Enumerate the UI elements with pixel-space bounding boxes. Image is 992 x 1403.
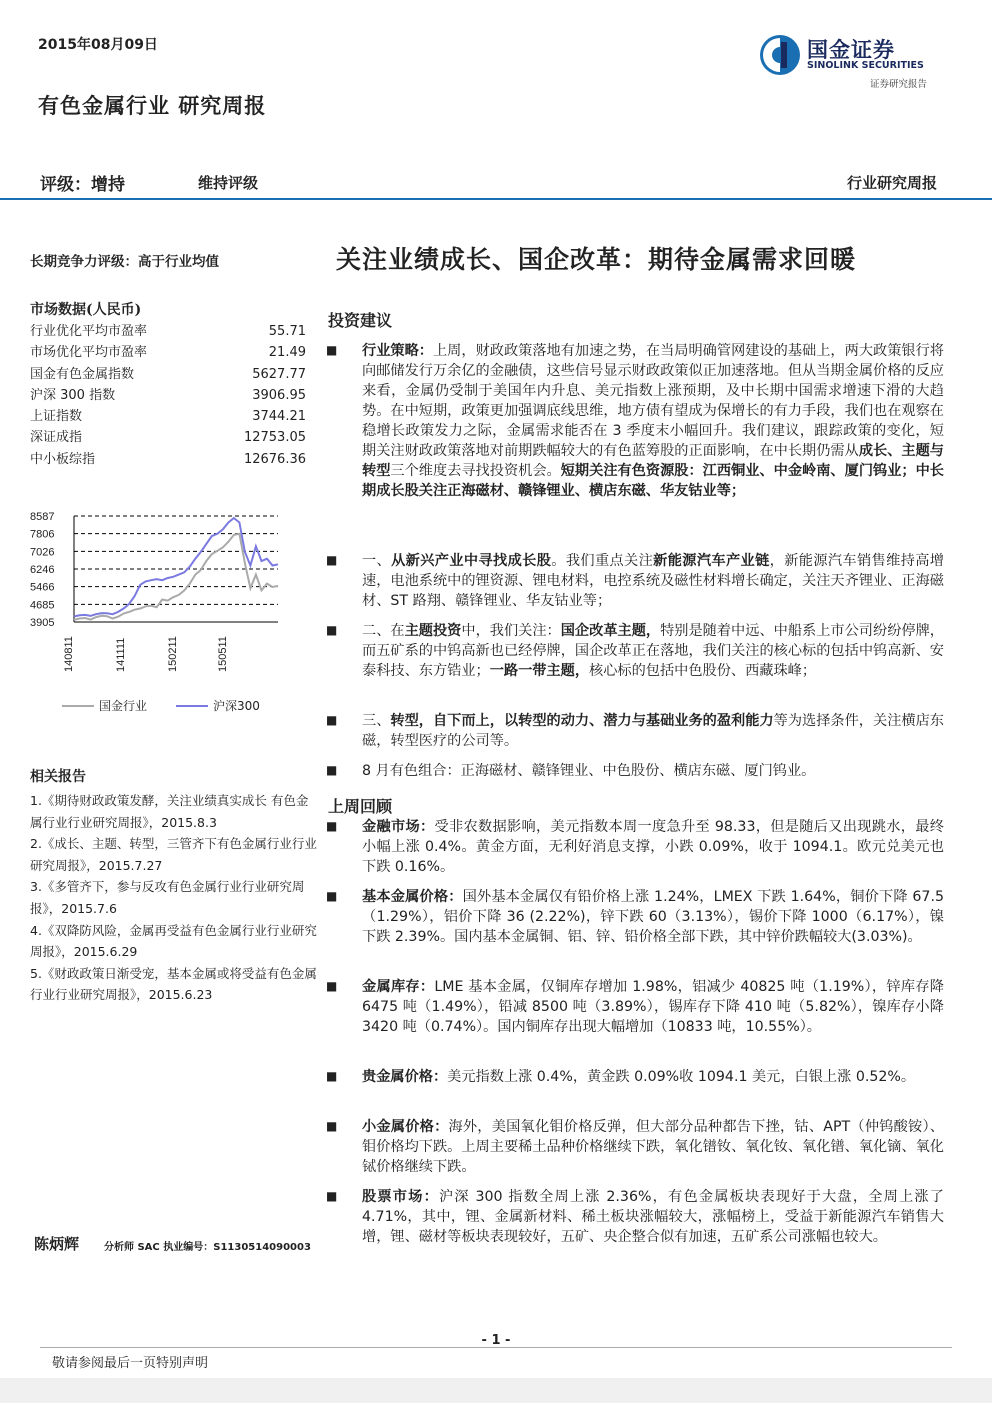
bullet-icon: ■ [326,1119,338,1133]
market-value: 12753.05 [243,430,306,446]
y-tick-label: 3905 [30,617,55,629]
emphasis-text: 短期关注有色资源股：江西铜业、中金岭南、厦门钨业；中长期成长股关注正海磁材、赣锋锂业、横店东磁、华友钴业等； [362,463,944,499]
bullet-icon: ■ [326,819,338,833]
emphasis-text: 一路一带主题， [489,663,590,679]
x-tick-label: 141111 [115,637,127,672]
series-line [74,534,278,620]
bullet-precious-metal [326,1067,944,1087]
bullet-stock-market [326,1187,944,1247]
body-text: 海外，美国氧化钼价格反弹，但大部分品种都告下挫，钴、APT（仲钨酸铵）、钼价格均下跌。上周主要稀土品种价格继续下跌，氧化镨钕、氧化钕、氧化镨、氧化镝、氧化铽价格继续下跌。 [362,1119,944,1175]
market-label: 深证成指 [30,430,83,446]
bullet-icon: ■ [326,1069,338,1083]
y-tick-label: 7026 [30,546,55,559]
market-label: 沪深 300 指数 [30,387,116,403]
y-tick-label: 5466 [30,581,55,594]
bullet-icon: ■ [326,763,338,777]
bullet-icon: ■ [326,979,338,993]
rating-status: 维持评级 [198,174,259,192]
emphasis-text: 主题投资 [404,623,462,639]
body-text: ，新能源汽车销售维持高增速，电池系统中的锂资源、锂电材料，电控系统及磁性材料增长确定，关注天齐锂业、正海磁材、ST 路翔、赣锋锂业、华友钴业等； [362,553,944,609]
y-tick-label: 4685 [30,599,55,612]
body-text: 一、 [362,553,392,569]
body-text: 沪深 300 指数全周上涨 2.36%，有色金属板块表现好于大盘，全周上涨了 4.71%，其中，锂、金属新材料、稀土板块涨幅较大，涨幅榜上，受益于新能源汽车销售大增，锂、磁材等板块表现较好，五矿、央企整合似有加速，五矿系公司涨幅也较大。 [362,1189,944,1245]
market-value: 55.71 [268,324,306,339]
bullet-theme [326,621,944,681]
disclaimer: 敬请参阅最后一页特别声明 [52,1356,209,1371]
bullet-financial-market [326,817,944,877]
x-tick-label: 150511 [217,636,229,672]
x-tick-label: 150211 [167,636,179,672]
x-tick-label: 140811 [63,636,75,672]
section-weekly-review: 上周回顾 [328,797,393,816]
bullet-icon: ■ [326,343,338,357]
author-name: 陈炳辉 [34,1235,80,1253]
body-text: 美元指数上涨 0.4%，黄金跌 0.09%收 1094.1 美元，白银上涨 0.52%。 [447,1069,916,1085]
bullet-text [362,1067,944,1087]
emphasis-text: 成长、主题与转型 [362,443,944,479]
emphasis-text: 新能源汽车产业链 [653,553,770,569]
bullet-transition [326,711,944,751]
page-number: - 1 - [481,1333,511,1348]
market-label: 行业优化平均市盈率 [30,324,148,339]
market-value: 12676.36 [243,451,306,467]
related-report-item[interactable]: 4.《双降防风险，金属再受益有色金属行业行业研究周报》，2015.6.29 [30,922,317,960]
body-text: 国外基本金属仅有铅价格上涨 1.24%，LMEX 下跌 1.64%，铜价下降 67.5（1.29%），铝价下降 36 (2.22%)，锌下跌 60（3.13%），锡价下降 1000（6.17%），镍下跌 2.39%。国内基本金属铜、铝、锌、铅价格全部下跌，其中锌价跌幅较大(3.03%)。 [362,889,944,945]
emphasis-text: 金融市场： [362,819,435,835]
legend-label: 国金行业 [99,699,148,713]
logo-text-cn: 国金证券 [807,38,895,62]
market-row [30,406,306,427]
related-report-item[interactable]: 5.《财政政策日渐受宠，基本金属或将受益有色金属行业行业研究周报》，2015.6.23 [30,965,317,1003]
emphasis-text: 基本金属价格： [362,889,463,905]
related-report-item[interactable]: 3.《多管齐下，参与反攻有色金属行业行业研究周报》，2015.7.6 [30,879,305,916]
body-text: 中，我们关注： [461,623,561,639]
bullet-growth [326,551,944,611]
bullet-base-metal-price [326,887,944,947]
legend-label: 沪深300 [213,699,260,713]
footer-divider [40,1347,952,1348]
rating: 评级：增持 [40,175,125,195]
body-text: 二、在 [362,623,405,639]
emphasis-text: 贵金属价格： [362,1069,448,1085]
body-text: 核心标的包括中色股份、西藏珠峰； [589,663,817,679]
emphasis-text: 行业策略： [362,343,433,359]
market-value: 5627.77 [252,366,306,382]
bullet-icon: ■ [326,889,338,903]
bullet-icon: ■ [326,623,338,637]
report-type: 行业研究周报 [846,174,937,192]
market-label: 中小板综指 [30,451,96,467]
report-date: 2015年08月09日 [38,37,158,53]
market-row [30,385,306,406]
emphasis-text: 股票市场： [362,1189,439,1205]
market-row [30,342,306,363]
bottom-band [0,1378,992,1403]
bullet-text [362,1117,944,1177]
bullet-text [362,977,944,1037]
bullet-icon: ■ [326,713,338,727]
body-text: 三、 [362,713,391,729]
header-divider [0,198,992,200]
bullet-text [362,761,944,781]
market-value: 3906.95 [252,387,306,403]
logo-mark-icon [757,32,803,78]
bullet-portfolio [326,761,944,781]
bullet-text [362,551,944,611]
body-text: 受非农数据影响，美元指数本周一度急升至 98.33，但是随后又出现跳水，最终小幅上涨 0.4%。黄金方面，无利好消息支撑，小跌 0.09%，收于 1094.1。欧元兑美元也下跌 0.16%。 [362,819,944,875]
emphasis-text: 转型，自下而上，以转型的动力、潜力与基础业务的盈利能力 [390,713,774,729]
market-row [30,364,306,385]
logo-subtitle: 证券研究报告 [870,79,928,90]
bullet-text [362,817,944,877]
bullet-inventory [326,977,944,1037]
market-row [30,321,306,342]
market-label: 市场优化平均市盈率 [30,345,148,361]
body-text: 等为选择条件，关注横店东磁，转型医疗的公司等。 [362,713,944,749]
market-label: 上证指数 [30,409,83,425]
market-row [30,449,306,470]
body-text: 8 月有色组合：正海磁材、赣锋锂业、中色股份、横店东磁、厦门钨业。 [362,763,816,779]
market-row [30,427,306,448]
bullet-industry-strategy [326,341,944,501]
section-investment-advice: 投资建议 [328,311,393,330]
bullet-text [362,1187,944,1247]
headline: 关注业绩成长、国企改革：期待金属需求回暖 [336,245,857,274]
emphasis-text: 小金属价格： [362,1119,449,1135]
bullet-text [362,341,944,501]
logo-text-en: SINOLINK SECURITIES [807,60,924,71]
analyst-id: 分析师 SAC 执业编号：S1130514090003 [104,1242,311,1253]
bullet-text [362,887,944,947]
body-text: 。我们重点关注 [551,553,654,569]
emphasis-text: 从新兴产业中寻找成长股 [391,553,552,569]
body-text: LME 基本金属，仅铜库存增加 1.98%，铝减少 40825 吨（1.19%），锌库存降 6475 吨（1.49%），铅减 8500 吨（3.89%），锡库存下降 410 吨（5.82%），镍库存小降 3420 吨（0.74%）。国内铜库存出现大幅增加（10833 吨，10.55%）。 [362,979,944,1035]
market-data-title: 市场数据(人民币) [30,302,142,318]
related-reports-list [30,790,318,1006]
sinolink-logo [757,30,947,92]
market-data-table [30,321,306,470]
body-text: 三个维度去寻找投资机会。 [390,463,561,479]
related-report-item[interactable]: 2.《成长、主题、转型，三管齐下有色金属行业行业研究周报》，2015.7.27 [30,836,317,873]
y-tick-label: 6246 [30,564,55,576]
emphasis-text: 金属库存： [362,979,435,995]
report-title: 有色金属行业 研究周报 [38,93,267,118]
body-text: 特别是随着中远、中船系上市公司纷纷停牌，而五矿系的中钨高新也已经停牌，国企改革正在落地，我们关注的核心标的包括中钨高新、安泰科技、东方锆业； [362,623,944,679]
y-tick-label: 8587 [30,511,55,523]
emphasis-text: 国企改革主题， [560,623,661,639]
related-report-item[interactable]: 1.《期待财政政策发酵，关注业绩真实成长 有色金属行业行业研究周报》，2015.8.3 [30,793,309,830]
market-value: 21.49 [268,345,306,361]
bullet-icon: ■ [326,1189,338,1203]
bullet-text [362,711,944,751]
series-line [74,518,278,617]
bullet-minor-metal [326,1117,944,1177]
market-label: 国金有色金属指数 [30,366,135,382]
y-tick-label: 7806 [30,528,55,541]
related-reports-title: 相关报告 [30,769,86,785]
bullet-icon: ■ [326,553,338,567]
bullet-text [362,621,944,681]
long-term-rating: 长期竞争力评级：高于行业均值 [30,254,219,270]
market-value: 3744.21 [252,409,306,425]
index-line-chart [28,500,312,725]
body-text: 上周，财政政策落地有加速之势，在当局明确管网建设的基础上，两大政策银行将向邮储发行万余亿的金融债，这些信号显示财政政策似正加速落地。但从当期金属价格的反应来看，金属仍受制于美国年内升息、美元指数上涨预期，及中长期中国需求增速下滑的大趋势。在中短期，政策更加强调底线思维，地方债有望成为保增长的有力手段，我们也在观察在稳增长政策发力之际，金属需求能否在 3 季度末小幅回升。我们建议，跟踪政策的变化，短期关注财政政策落地对前期跌幅较大的有色蓝筹股的正面影响，在中长期仍需从 [362,343,944,459]
